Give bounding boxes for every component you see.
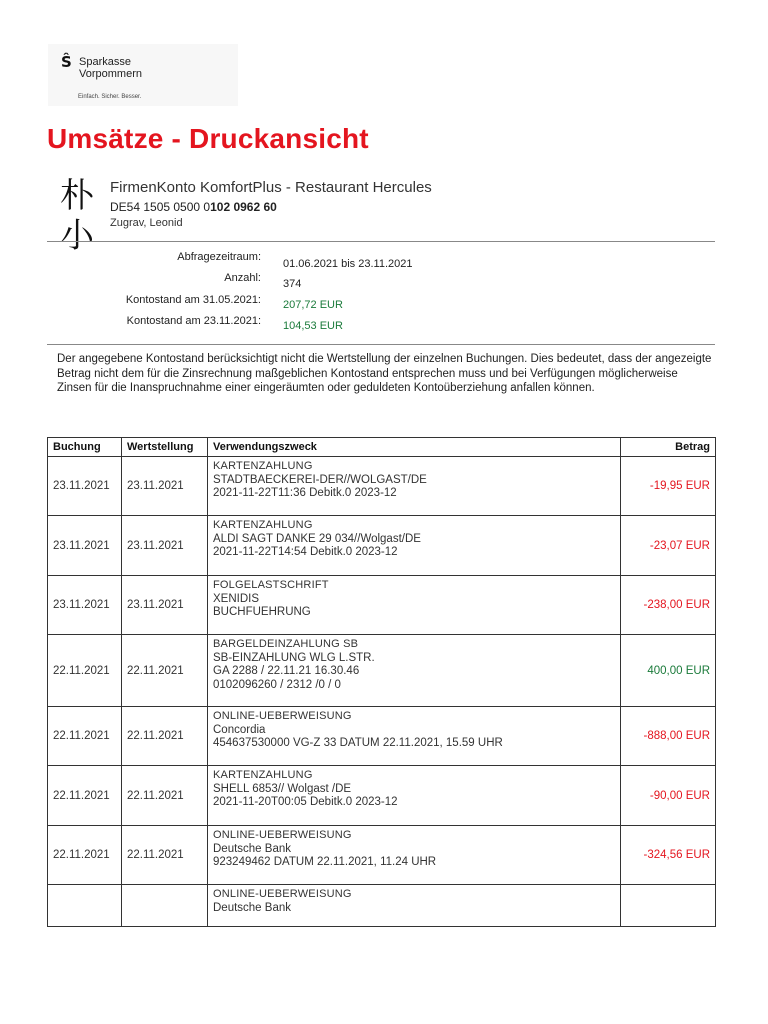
purpose-cell bbox=[208, 707, 621, 766]
purpose-cell bbox=[208, 457, 621, 516]
balance-start-value: 207,72 EUR bbox=[283, 299, 343, 311]
purpose-line: ONLINE-UEBERWEISUNG bbox=[213, 710, 352, 722]
booking-date-cell: 22.11.2021 bbox=[48, 826, 122, 885]
booking-date-cell: 22.11.2021 bbox=[48, 635, 122, 707]
purpose-line: 2021-11-20T00:05 Debitk.0 2023-12 bbox=[213, 796, 398, 808]
purpose-cell bbox=[208, 576, 621, 635]
count-label: Anzahl: bbox=[224, 272, 261, 284]
value-date-cell: 22.11.2021 bbox=[122, 826, 208, 885]
purpose-line: GA 2288 / 22.11.21 16.30.46 bbox=[213, 665, 360, 677]
purpose-cell bbox=[208, 516, 621, 576]
purpose-line: STADTBAECKEREI-DER//WOLGAST/DE bbox=[213, 473, 427, 486]
balance-end-value: 104,53 EUR bbox=[283, 320, 343, 332]
table-row bbox=[48, 516, 716, 576]
amount-cell: -238,00 EUR bbox=[621, 576, 716, 635]
purpose-line: KARTENZAHLUNG bbox=[213, 519, 313, 531]
purpose-line: ONLINE-UEBERWEISUNG bbox=[213, 888, 352, 900]
account-holder: Zugrav, Leonid bbox=[110, 217, 183, 229]
table-row bbox=[48, 635, 716, 707]
amount-cell: -888,00 EUR bbox=[621, 707, 716, 766]
purpose-line: ONLINE-UEBERWEISUNG bbox=[213, 829, 352, 841]
table-row bbox=[48, 766, 716, 826]
amount-cell: 400,00 EUR bbox=[621, 635, 716, 707]
divider bbox=[47, 241, 715, 242]
table-row bbox=[48, 885, 716, 927]
amount-cell: -324,56 EUR bbox=[621, 826, 716, 885]
transactions-table bbox=[47, 437, 716, 927]
table-header-row bbox=[48, 438, 716, 457]
value-date-cell: 23.11.2021 bbox=[122, 576, 208, 635]
bank-logo bbox=[48, 44, 238, 106]
column-header-value-date: Wertstellung bbox=[122, 438, 208, 457]
purpose-line: KARTENZAHLUNG bbox=[213, 460, 313, 472]
purpose-cell bbox=[208, 826, 621, 885]
purpose-line: BUCHFUEHRUNG bbox=[213, 606, 311, 618]
purpose-cell bbox=[208, 885, 621, 927]
column-header-amount: Betrag bbox=[621, 438, 716, 457]
purpose-line: KARTENZAHLUNG bbox=[213, 769, 313, 781]
purpose-line: SHELL 6853// Wolgast /DE bbox=[213, 782, 352, 795]
booking-date-cell bbox=[48, 885, 122, 927]
bank-name bbox=[79, 56, 142, 80]
value-date-cell bbox=[122, 885, 208, 927]
account-iban bbox=[110, 200, 277, 214]
purpose-line: 454637530000 VG-Z 33 DATUM 22.11.2021, 15.59 UHR bbox=[213, 737, 503, 749]
table-row bbox=[48, 707, 716, 766]
booking-date-cell: 23.11.2021 bbox=[48, 576, 122, 635]
sparkasse-s-icon: Ŝ bbox=[61, 53, 72, 71]
value-date-cell: 22.11.2021 bbox=[122, 707, 208, 766]
divider bbox=[47, 344, 715, 345]
balance-note: Der angegebene Kontostand berücksichtigt nicht die Wertstellung der einzelnen Buchungen. Dies bedeutet, dass der angezeigte Betrag nicht dem für die Zinsrechnung maßgeblichen Kontostand entsprechen muss und bei Verfügungen möglicherweise Zinsen für die Inanspruchnahme einer eingeräumten oder geduldeten Kontoüberziehung anfallen können. bbox=[57, 353, 712, 394]
table-row bbox=[48, 826, 716, 885]
bank-name-line1: Sparkasse bbox=[79, 56, 131, 68]
bank-name-line2: Vorpommern bbox=[79, 68, 142, 80]
booking-date-cell: 22.11.2021 bbox=[48, 766, 122, 826]
table-row bbox=[48, 576, 716, 635]
column-header-purpose: Verwendungszweck bbox=[208, 438, 621, 457]
period-label: Abfragezeitraum: bbox=[177, 251, 261, 263]
purpose-line: SB-EINZAHLUNG WLG L.STR. bbox=[213, 651, 375, 664]
value-date-cell: 22.11.2021 bbox=[122, 635, 208, 707]
value-date-cell: 23.11.2021 bbox=[122, 516, 208, 576]
amount-cell: -90,00 EUR bbox=[621, 766, 716, 826]
purpose-line: 923249462 DATUM 22.11.2021, 11.24 UHR bbox=[213, 856, 437, 868]
purpose-line: Deutsche Bank bbox=[213, 842, 291, 855]
booking-date-cell: 23.11.2021 bbox=[48, 516, 122, 576]
purpose-line: Concordia bbox=[213, 723, 266, 736]
iban-prefix: DE54 1505 0500 0 bbox=[110, 200, 211, 214]
account-name: FirmenKonto KomfortPlus - Restaurant Hercules bbox=[110, 179, 432, 196]
page-title: Umsätze - Druckansicht bbox=[47, 123, 369, 154]
balance-end-label: Kontostand am 23.11.2021: bbox=[126, 315, 261, 327]
value-date-cell: 22.11.2021 bbox=[122, 766, 208, 826]
amount-cell bbox=[621, 885, 716, 927]
table-row bbox=[48, 457, 716, 516]
amount-cell: -19,95 EUR bbox=[621, 457, 716, 516]
period-value: 01.06.2021 bis 23.11.2021 bbox=[283, 258, 413, 270]
purpose-line: FOLGELASTSCHRIFT bbox=[213, 579, 329, 591]
count-value: 374 bbox=[283, 278, 302, 290]
booking-date-cell: 22.11.2021 bbox=[48, 707, 122, 766]
purpose-line: 2021-11-22T11:36 Debitk.0 2023-12 bbox=[213, 487, 397, 499]
purpose-line: BARGELDEINZAHLUNG SB bbox=[213, 638, 359, 650]
purpose-line: 0102096260 / 2312 /0 / 0 bbox=[213, 678, 341, 691]
iban-bold: 102 0962 60 bbox=[210, 200, 277, 214]
purpose-line: 2021-11-22T14:54 Debitk.0 2023-12 bbox=[213, 546, 398, 558]
purpose-cell bbox=[208, 635, 621, 707]
amount-cell: -23,07 EUR bbox=[621, 516, 716, 576]
restaurant-logo-icon: 朴小 bbox=[60, 176, 92, 256]
purpose-line: XENIDIS bbox=[213, 592, 260, 605]
value-date-cell: 23.11.2021 bbox=[122, 457, 208, 516]
purpose-line: ALDI SAGT DANKE 29 034//Wolgast/DE bbox=[213, 532, 421, 545]
purpose-cell bbox=[208, 766, 621, 826]
column-header-booking: Buchung bbox=[48, 438, 122, 457]
purpose-line: Deutsche Bank bbox=[213, 901, 291, 914]
balance-start-label: Kontostand am 31.05.2021: bbox=[125, 294, 261, 306]
booking-date-cell: 23.11.2021 bbox=[48, 457, 122, 516]
bank-tagline: Einfach. Sicher. Besser. bbox=[78, 94, 142, 100]
